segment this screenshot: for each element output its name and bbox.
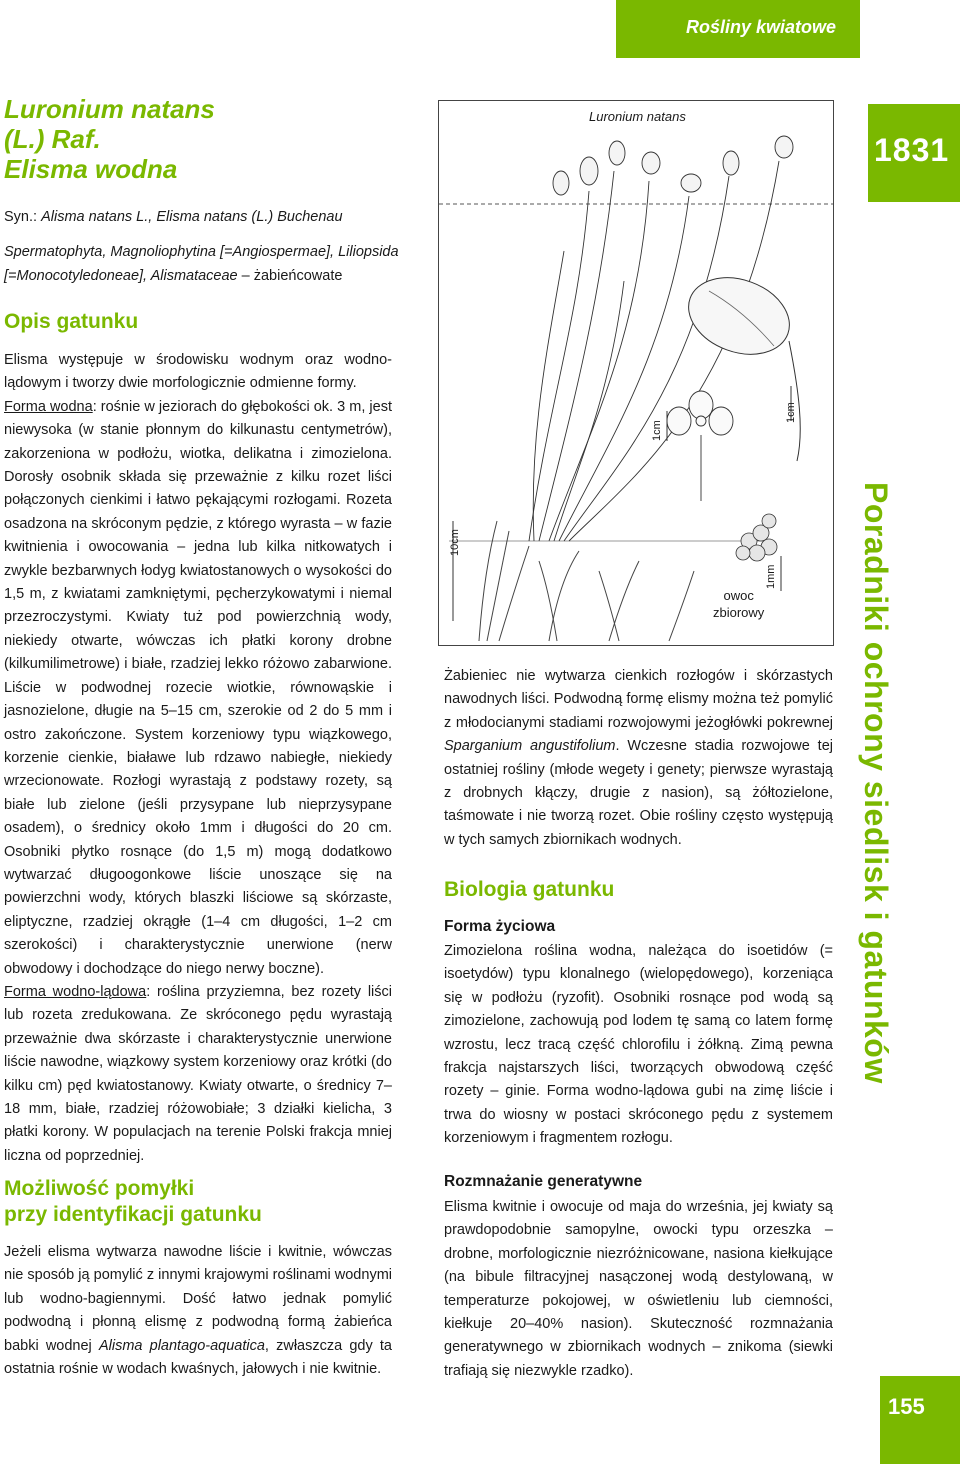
title-author: (L.) Raf. — [4, 124, 101, 154]
heading-forma-zyciowa: Forma życiowa — [444, 918, 556, 935]
scale-1cm-a: 1cm — [651, 420, 663, 441]
leaf-detail — [678, 264, 800, 461]
scale-1mm: 1mm — [765, 564, 777, 589]
opis-p2-body: : rośnie w jeziorach do głębokości ok. 3 m, jest niewysoka (w stanie płonnym do kilkunastu centymetrów), zakorzeniona w podłożu, wiotka, delikatna i zimozielona. Dorosły osobnik składa się przeważnie z kilku rozet liści połączonych cienkimi i łatwo pękającymi rozłogami. Rozeta osadzona na skróconym pędzie, z którego wyrasta – w fazie kwitnienia i owocowania – jedna lub kilka nitkowatych i zwykle bezbarwnych łodyg kwiatostanowych o wysokości do 1,5 m, z kwiatami zamkniętymi, pęcherzykowatymi i niemal przezroczystymi. Kwiaty tuż pod powierzchnią wody, niekiedy otwarte, wówczas ich płatki korony drobne (kilkumilimetrowe) i białe, rzadziej lekko różowo zabarwione. Liście w podwodnej rozecie wiotkie, równowąskie i jasnozielone, długie na 5–15 cm, szerokie od 2 do 5 mm i ostro zakończone. System korzeniowy typu wiązkowego, korzenie cienkie, białawe lub rdzawo nabiegłe, niekiedy wrzecionowate. Rozłogi wyrastają z podstawy rozety, są białe lub zielone (jeśli przysypane lub nieprzysypane osadem), o średnicy około 1mm i długości do 20 cm. Osobniki płytko rosnące (do 1,5 m) mogą dodatkowo wytwarzać długoogonkowe liście unoszące się na powierzchni wody, których blaszki liściowe są skórzaste, eliptyczne, rzadziej okrągłe (1–4 cm długości, 1–2 cm szerokości) i charakterystycznie unerwione (nerw obwodowy i dochodzące do niego nerwy boczne). — [4, 398, 392, 977]
floating-leaves — [553, 136, 793, 195]
species-code-tab — [868, 104, 960, 202]
forma-zyciowa-text: Zimozielona roślina wodna, należąca do isoetidów (= isoetydów) typu klonalnego (wielopędowego), korzeniąca się w podłożu (ryzofit). Osobniki rosnące pod wodą są zimozielone, zachowują pod lodem tę samą co latem formę wzrostu, lecz tracą część chlorofilu i żółkną. Zimą pewna frakcja najstarszych liści, tworzących obwodową część rozety – ginie. Forma wodno-lądowa gubi na zimę liście i trwa do wiosny w postaci skróconego pędu z systemem korzeniowym i fragmentem rozłogu. — [444, 943, 833, 1147]
title-latin: Luronium natans — [4, 94, 215, 124]
taxonomy-family-pl: – żabieńcowate — [237, 268, 343, 284]
synonyms-prefix: Syn.: — [4, 209, 42, 225]
plant-drawing — [439, 101, 833, 645]
heading-opis: Opis gatunku — [4, 310, 139, 333]
scale-10cm: 10cm — [449, 529, 461, 556]
heading-pomylki — [4, 1176, 262, 1228]
fruit-label-2: zbiorowy — [713, 605, 765, 620]
right-col-start: Żabieniec nie wytwarza cienkich rozłogów i skórzastych nawodnych liści. Podwodną formę elismy można też pomylić z młodocianymi stadiami rozwojowymi jeżogłówki pokrewnej — [444, 668, 833, 731]
section-title: Rośliny kwiatowe — [685, 17, 836, 37]
heading-pomylki-2: przy identyfikacji gatunku — [4, 1203, 262, 1226]
title-polish: Elisma wodna — [4, 154, 178, 184]
synonyms — [4, 205, 424, 229]
taxonomy — [4, 240, 424, 288]
species-title — [4, 94, 215, 184]
flower-detail — [667, 391, 733, 501]
fruit-label — [713, 587, 764, 621]
opis-p2-label: Forma wodna — [4, 398, 93, 415]
heading-biologia: Biologia gatunku — [444, 878, 615, 901]
pomylki-start: Jeżeli elisma wytwarza nawodne liście i kwitnie, wówczas nie sposób ją pomylić z innymi krajowymi roślinami wodnymi lub wodno-bagiennymi. Dość łatwo jednak pomylić podwodną i płonną elismę z podwodną formą żabieńca babki wodnej — [4, 1244, 392, 1354]
species-code: 1831 — [874, 132, 950, 168]
scale-bars — [453, 386, 791, 621]
scale-1cm-b: 1cm — [785, 402, 797, 423]
pomylki-italic: Alisma plantago-aquatica — [98, 1337, 265, 1354]
series-vertical-title — [858, 482, 930, 1102]
opis-p3-label: Forma wodno-lądowa — [4, 983, 147, 1000]
heading-pomylki-1: Możliwość pomyłki — [4, 1177, 195, 1200]
opis-p2 — [4, 396, 392, 981]
rozmnazanie-text: Elisma kwitnie i owocuje od maja do września, jej kwiaty są prawdopodobnie samopylne, owocki typu orzeszka – drobne, morfologicznie niezróżnicowane, nasiona kiełkujące (na bibule filtracyjnej nasączonej wodą destylowaną, w temperaturze pokojowej, w oświetleniu lub ciemności, kiełkuje 20–40% nasion). Skuteczność rozmnażania generatywnego w zbiornikach wodnych – znikoma (siewki trafiają się niezwykle rzadko). — [444, 1199, 833, 1379]
synonyms-text: Alisma natans L., Elisma natans (L.) Buchenau — [41, 209, 343, 225]
pomylki-text — [4, 1241, 392, 1381]
taxonomy-line: Spermatophyta, Magnoliophytina [=Angiospermae], Liliopsida [=Monocotyledoneae], Alismataceae — [4, 244, 399, 284]
basal-leaves — [479, 521, 694, 641]
section-header-bar — [616, 0, 860, 58]
heading-rozmnazanie: Rozmnażanie generatywne — [444, 1173, 643, 1190]
plant-illustration — [438, 100, 834, 646]
opis-p3 — [4, 981, 392, 1168]
page-number-box — [880, 1376, 960, 1464]
fruit-label-1: owoc — [723, 588, 754, 603]
opis-p1: Elisma występuje w środowisku wodnym oraz wodno-lądowym i tworzy dwie morfologicznie odmienne formy. — [4, 352, 392, 392]
right-col-text — [444, 665, 833, 852]
right-col-italic: Sparganium angustifolium — [444, 738, 616, 755]
page-number: 155 — [888, 1394, 925, 1419]
opis-p3-body: : roślina przyziemna, bez rozety liści lub rozeta zredukowana. Ze skróconego pędu wyrastają przeważnie dwa skórzaste i charakterystycznie unerwione liście nawodne, wiązkowy system korzeniowy oraz krótki (do kilku cm) pęd kwiatostanowy. Kwiaty otwarte, o średnicy 7–18 mm, białe, rzadziej różowobiałe; 3 działki kielicha, 3 płatki korony. W populacjach na terenie Polski frakcja mniej liczna od poprzedniej. — [4, 983, 393, 1164]
series-title: Poradniki ochrony siedlisk i gatunków — [858, 482, 894, 1084]
illustration-caption: Luronium natans — [589, 109, 686, 124]
fruit-detail — [736, 514, 777, 561]
pomylki-end: , zwłaszcza gdy ta ostatnia rośnie w wodach kwaśnych, jałowych i nie kwitnie. — [4, 1337, 392, 1378]
right-col-end: . Wczesne stadia rozwojowe tej ostatniej rośliny (młode wegety i genety; pierwsze wyrastają z drobnych kłączy, drugie z nasion), są żółtozielone, taśmowate i nie tworzą rozet. Obie rośliny często występują w tych samych zbiornikach wodnych. — [444, 738, 833, 848]
opis-text — [4, 349, 392, 1168]
